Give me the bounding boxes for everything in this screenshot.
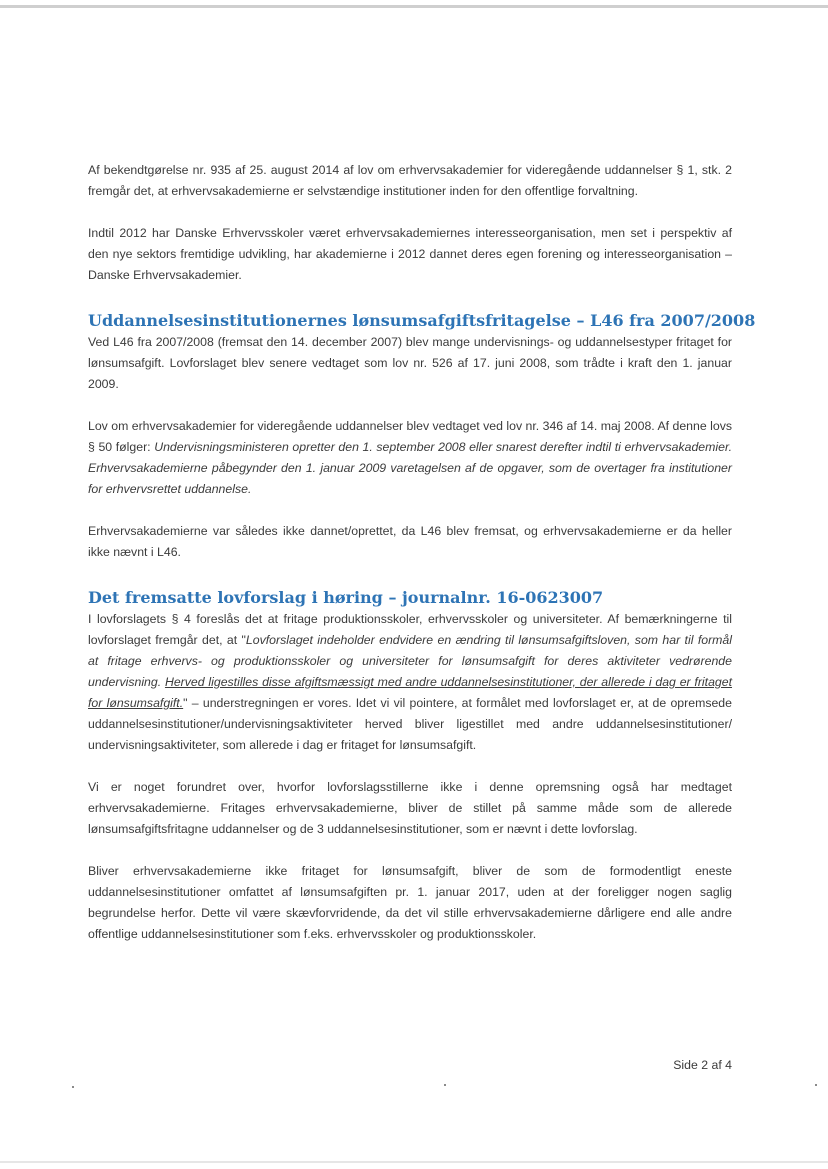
scan-speck: [444, 1084, 446, 1086]
section-2-paragraph-2: Vi er noget forundret over, hvorfor lovforslagsstillerne ikke i denne opremsning også har medtaget erhvervsakademierne. Fritages erhvervsakademierne, bliver de stillet på samme måde som de allerede lønsumsafgiftsfritagne uddannelser og de 3 uddannelsesinstitutioner, som er nævnt i dette lovforslag.: [88, 780, 732, 836]
section-2-paragraph-1: [88, 609, 732, 756]
section-1-paragraph-3: Erhvervsakademierne var således ikke dannet/oprettet, da L46 blev fremsat, og erhvervsakademierne er da heller ikke nævnt i L46.: [88, 524, 732, 559]
document-page: [88, 160, 756, 945]
bill-remarks-quote: Lovforslaget indeholder endvidere en ændring til lønsumsafgiftsloven, som har til formål at fritage erhvervs- og produktionsskoler og universiteter for lønsumsafgift for deres aktiviteter vedrørende undervisning.: [88, 633, 732, 689]
section-1-paragraph-2: [88, 416, 732, 500]
section-2-paragraph-1-tail: " – understregningen er vores. Idet vi vil pointere, at formålet med lovforslaget er, at de opremsede uddannelsesinstitutioner/undervisningsaktiviteter herved bliver ligestillet med andre uddannelsesinstitutioner/ undervisningsaktiviteter, som allerede i dag er fritaget for lønsumsafgift.: [88, 696, 732, 752]
page-number: Side 2 af 4: [673, 1058, 732, 1072]
intro-paragraph-1: Af bekendtgørelse nr. 935 af 25. august 2014 af lov om erhvervsakademier for videregående uddannelser § 1, stk. 2 fremgår det, at erhvervsakademierne er selvstændige institutioner inden for den offentlige forvaltning.: [88, 163, 732, 198]
section-1-paragraph-2-lead: Lov om erhvervsakademier for videregående uddannelser blev vedtaget ved lov nr. 346 af 14. maj 2008. Af denne lovs § 50 følger:: [88, 419, 732, 454]
section-2-heading: Det fremsatte lovforslag i høring – journalnr. 16-0623007: [88, 588, 604, 607]
scan-speck: [815, 1084, 817, 1086]
section-1-heading: Uddannelsesinstitutionernes lønsumsafgiftsfritagelse – L46 fra 2007/2008: [88, 311, 756, 330]
bill-remarks-underlined-quote: Herved ligestilles disse afgiftsmæssigt med andre uddannelsesinstitutioner, der allerede i dag er fritaget for lønsumsafgift.: [88, 675, 733, 710]
scan-top-edge: [0, 5, 828, 8]
section-2-paragraph-3: Bliver erhvervsakademierne ikke fritaget for lønsumsafgift, bliver de som de formodentligt eneste uddannelsesinstitutioner omfattet af lønsumsafgiften pr. 1. januar 2017, uden at der foreligger nogen saglig begrundelse herfor. Dette vil være skævforvridende, da det vil stille erhvervsakademierne dårligere end alle andre offentlige uddannelsesinstitutioner som f.eks. erhvervsskoler og produktionsskoler.: [88, 864, 732, 941]
law-quote: Undervisningsministeren opretter den 1. september 2008 eller snarest derefter indtil ti erhvervsakademier. Erhvervsakademierne påbegynder den 1. januar 2009 varetagelsen af de opgaver, som de overtager fra institutioner for erhvervsrettet uddannelse.: [88, 440, 732, 496]
scan-bottom-edge: [0, 1161, 828, 1163]
intro-paragraph-2: Indtil 2012 har Danske Erhvervsskoler været erhvervsakademiernes interesseorganisation, men set i perspektiv af den nye sektors fremtidige udvikling, har akademierne i 2012 dannet deres egen forening og interesseorganisation – Danske Erhvervsakademier.: [88, 226, 732, 282]
section-2-paragraph-1-lead: I lovforslagets § 4 foreslås det at fritage produktionsskoler, erhvervsskoler og universiteter. Af bemærkningerne til lovforslaget fremgår det, at ": [88, 612, 732, 647]
scan-speck: [72, 1086, 74, 1088]
section-1-paragraph-1: Ved L46 fra 2007/2008 (fremsat den 14. december 2007) blev mange undervisnings- og uddannelsestyper fritaget for lønsumsafgift. Lovforslaget blev senere vedtaget som lov nr. 526 af 17. juni 2008, som trådte i kraft den 1. januar 2009.: [88, 335, 732, 391]
